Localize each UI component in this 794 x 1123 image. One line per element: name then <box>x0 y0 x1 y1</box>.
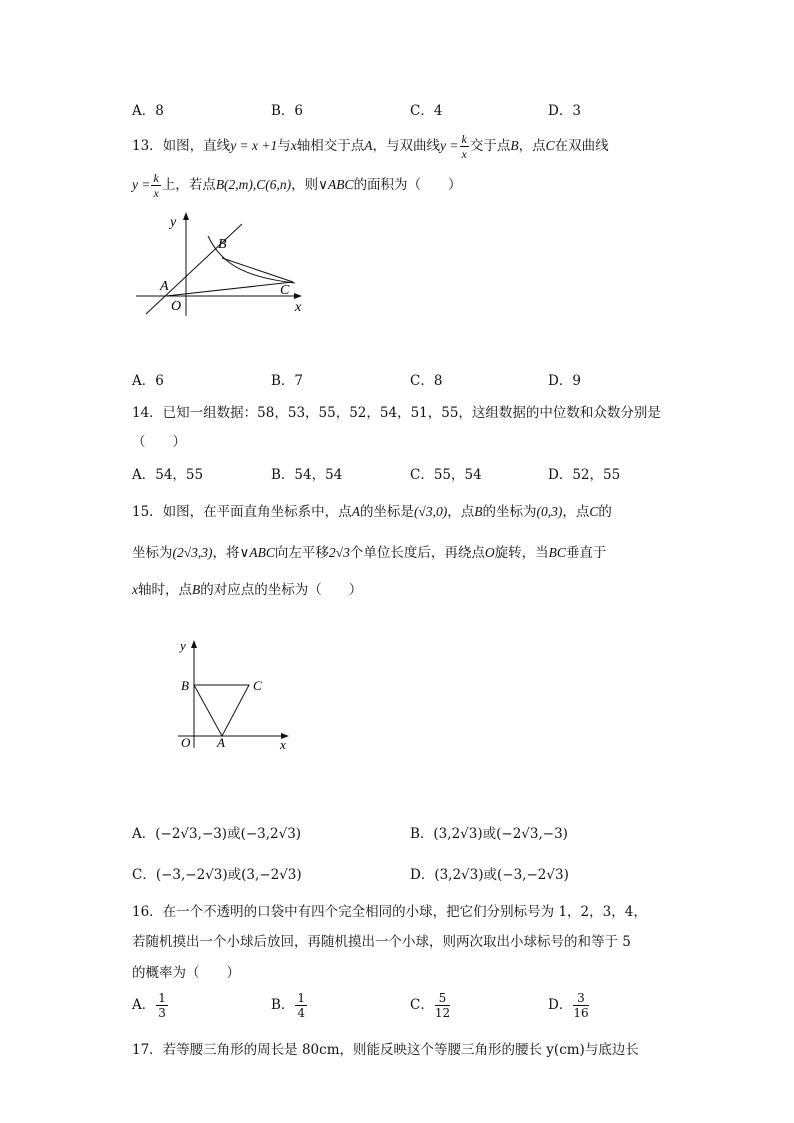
q14-option-b: B．54，54 <box>271 467 343 483</box>
q13-figure <box>130 208 320 318</box>
q13-fig-label-b: B <box>218 237 227 252</box>
q15-figure <box>176 636 296 752</box>
q14-stem-line1: 14．已知一组数据：58，53，55，52，54，51，55，这组数据的中位数和众数分别是 <box>132 405 661 421</box>
q13-option-b: B．7 <box>271 373 304 389</box>
q16-stem-line2: 若随机摸出一个小球后放回，再随机摸出一个小球，则两次取出小球标号的和等于 5 <box>132 934 631 950</box>
q13-fig-label-a: A <box>160 279 169 294</box>
q13-option-a: A．6 <box>132 373 164 389</box>
q15-stem-line3: x轴时，点B的对应点的坐标为（ ） <box>132 582 363 598</box>
q16-stem-line1: 16．在一个不透明的口袋中有四个完全相同的小球，把它们分别标号为 1，2，3，4， <box>132 904 647 920</box>
q15-fig-label-y: y <box>180 638 186 653</box>
q15-fig-label-a: A <box>217 735 225 750</box>
q12-option-d: D．3 <box>548 103 581 119</box>
q16-option-d: D． $\frac{3}{16}$ <box>548 991 589 1020</box>
q12-option-c: C．4 <box>410 103 443 119</box>
k-over-x-fraction: $\frac{k}{x}$ <box>461 132 467 161</box>
q14-option-c: C．55，54 <box>410 467 482 483</box>
k-over-x-fraction: $\frac{k}{x}$ <box>153 171 159 200</box>
q15-stem-line1: 15．如图，在平面直角坐标系中，点A的坐标是(√3,0)，点B的坐标为(0,3)，点C的 <box>132 504 612 520</box>
q15-option-a: A．(−2√3,−3)或(−3,2√3) <box>132 826 302 842</box>
q15-stem-line2: 坐标为(2√3,3)，将∨ABC向左平移2√3个单位长度后，再绕点O旋转，当BC垂直于 <box>132 545 607 561</box>
q15-option-c: C．(−3,−2√3)或(3,−2√3) <box>132 867 302 883</box>
q17-stem-line1: 17．若等腰三角形的周长是 80cm，则能反映这个等腰三角形的腰长 y(cm)与底边长 <box>132 1042 639 1058</box>
q16-option-c: C． $\frac{5}{12}$ <box>410 991 451 1020</box>
q13-fig-label-o: O <box>171 299 182 314</box>
q13-stem-line1: 13．如图，直线y = x +1与x轴相交于点A，与双曲线y = $\frac{k}{x}$ 交于点B，点C在双曲线 <box>132 132 609 161</box>
q15-option-d: D．(3,2√3)或(−3,−2√3) <box>410 867 569 883</box>
q13-fig-label-x: x <box>295 300 302 315</box>
q13-option-d: D．9 <box>548 373 581 389</box>
q15-option-b: B．(3,2√3)或(−2√3,−3) <box>410 826 568 842</box>
q16-option-a: A． $\frac{1}{3}$ <box>132 991 166 1020</box>
q15-fig-label-x: x <box>280 737 286 752</box>
q12-option-a: A．8 <box>132 103 164 119</box>
q15-fig-label-o: O <box>181 735 191 750</box>
q13-fig-label-c: C <box>280 283 290 298</box>
q15-fig-label-b: B <box>181 678 189 693</box>
q13-option-c: C．8 <box>410 373 443 389</box>
q16-stem-line3: 的概率为（ ） <box>132 965 240 981</box>
q14-option-a: A．54，55 <box>132 467 204 483</box>
q12-option-b: B．6 <box>271 103 304 119</box>
q15-fig-label-c: C <box>253 678 262 693</box>
q14-option-d: D．52，55 <box>548 467 621 483</box>
q16-option-b: B． $\frac{1}{4}$ <box>271 991 306 1020</box>
q13-stem-line2: y = $\frac{k}{x}$ 上，若点B(2,m),C(6,n)，则∨ABC的面积为（ ） <box>132 171 462 200</box>
q13-fig-label-y: y <box>170 215 177 230</box>
q14-stem-line2: （ ） <box>132 434 186 450</box>
